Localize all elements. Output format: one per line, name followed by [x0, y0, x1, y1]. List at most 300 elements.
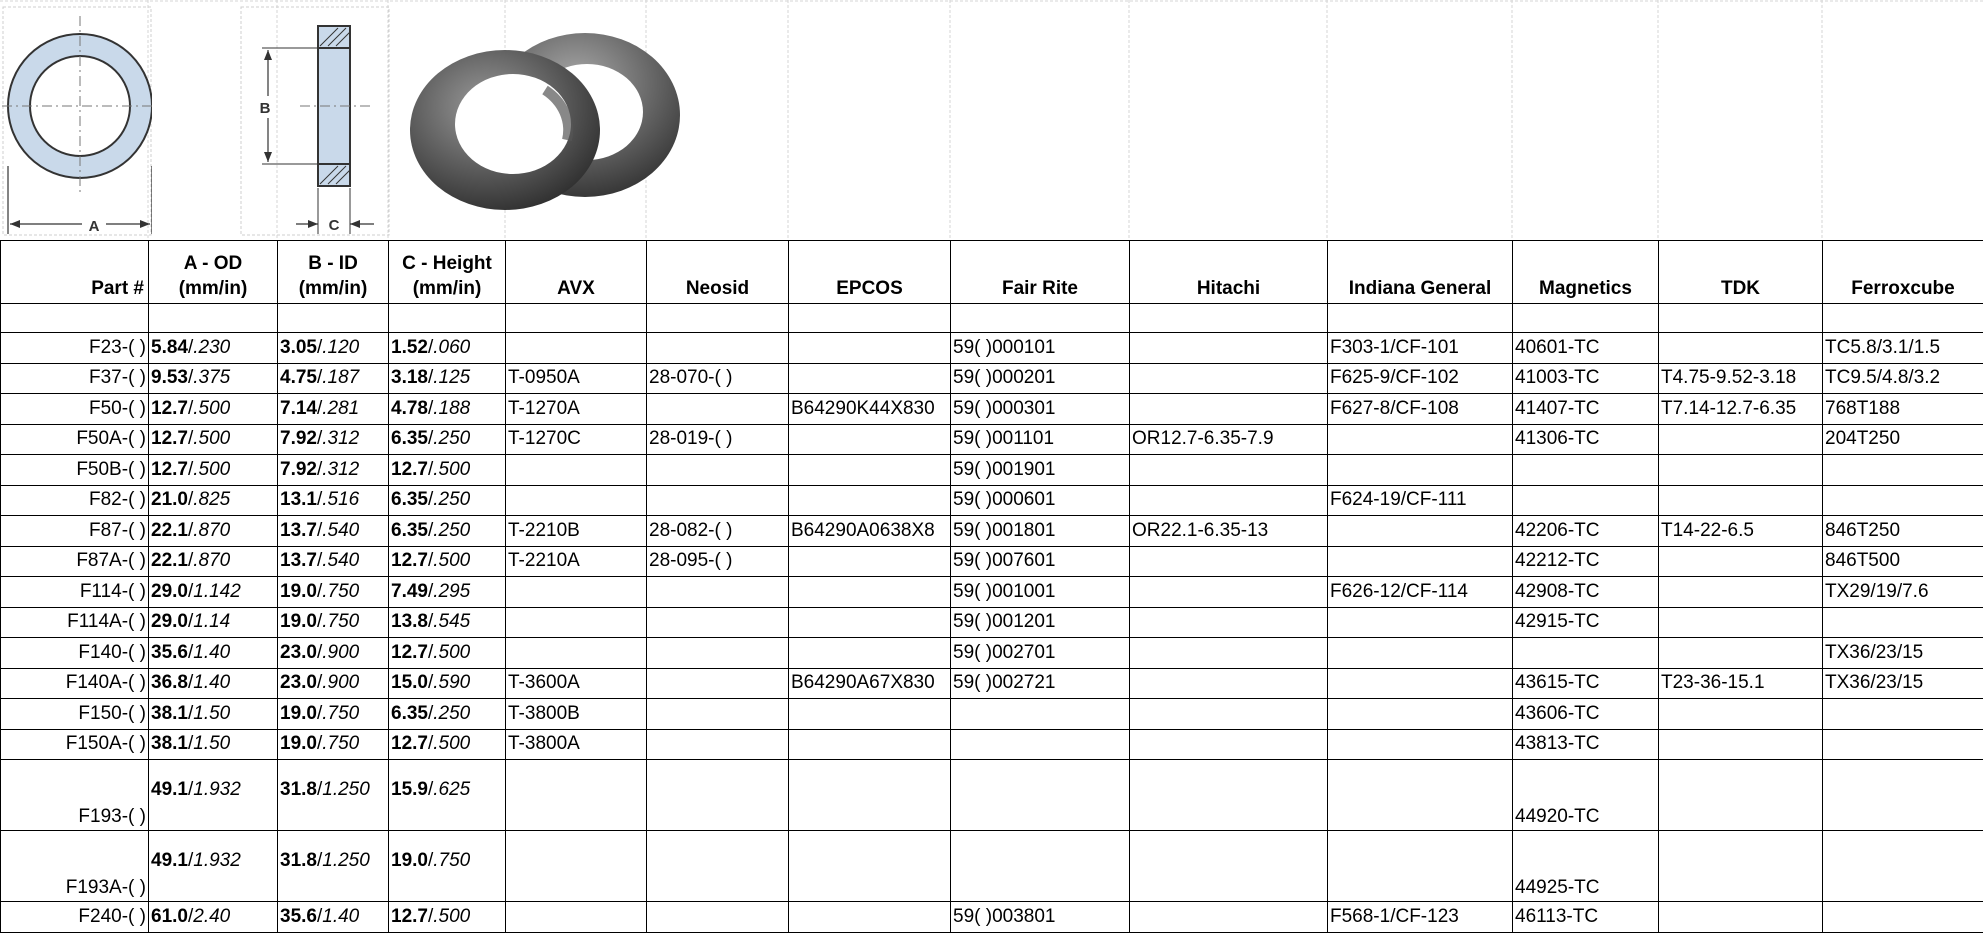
- height-cell: [389, 485, 506, 516]
- od-mm-value: 29.0: [151, 611, 188, 632]
- table-row: [1, 516, 1983, 547]
- unit-separator: /: [317, 733, 322, 754]
- hitachi-part-cell: [1130, 902, 1328, 933]
- table-row: [1, 455, 1983, 486]
- id-mm-value: 19.0: [280, 733, 317, 754]
- unit-separator: /: [428, 520, 433, 541]
- tdk-part-cell: [1659, 333, 1823, 364]
- od-mm-value: 49.1: [151, 779, 188, 800]
- unit-separator: /: [188, 367, 193, 388]
- table-row: [1, 668, 1983, 699]
- fairrite-part-cell: 59( )002701: [951, 638, 1130, 669]
- epcos-part-cell: [789, 546, 951, 577]
- fairrite-part-cell: 59( )000101: [951, 333, 1130, 364]
- unit-separator: /: [317, 459, 322, 480]
- column-header-tdk: TDK: [1659, 241, 1823, 304]
- ferroxcube-part-cell: 768T188: [1823, 394, 1983, 425]
- height-mm-value: 6.35: [391, 703, 428, 724]
- neosid-part-cell: 28-070-( ): [647, 363, 789, 394]
- dimension-b-label: B: [260, 100, 271, 117]
- indiana-part-cell: [1328, 546, 1513, 577]
- neosid-part-cell: [647, 831, 789, 902]
- height-cell: [389, 424, 506, 455]
- column-header-height: C - Height (mm/in): [389, 241, 506, 304]
- tdk-part-cell: [1659, 729, 1823, 760]
- od-mm-value: 61.0: [151, 906, 188, 927]
- column-header-indiana-general: Indiana General: [1328, 241, 1513, 304]
- hitachi-part-cell: [1130, 699, 1328, 730]
- column-header-neosid: Neosid: [647, 241, 789, 304]
- indiana-part-cell: [1328, 424, 1513, 455]
- fairrite-part-cell: 59( )000601: [951, 485, 1130, 516]
- column-header-ferroxcube: Ferroxcube: [1823, 241, 1983, 304]
- indiana-part-cell: F627-8/CF-108: [1328, 394, 1513, 425]
- indiana-part-cell: [1328, 638, 1513, 669]
- part-number-cell: F37-( ): [1, 363, 149, 394]
- id-in-value: 1.250: [322, 779, 370, 800]
- part-number-cell: F193-( ): [1, 760, 149, 831]
- tdk-part-cell: [1659, 424, 1823, 455]
- tdk-part-cell: [1659, 485, 1823, 516]
- od-mm-value: 38.1: [151, 733, 188, 754]
- tdk-part-cell: [1659, 638, 1823, 669]
- epcos-part-cell: [789, 638, 951, 669]
- height-mm-value: 12.7: [391, 550, 428, 571]
- od-in-value: 1.142: [193, 581, 241, 602]
- ferroxcube-part-cell: [1823, 607, 1983, 638]
- tdk-part-cell: [1659, 902, 1823, 933]
- table-row: [1, 333, 1983, 364]
- height-mm-value: 6.35: [391, 489, 428, 510]
- unit-separator: /: [317, 906, 322, 927]
- id-in-value: .120: [322, 337, 359, 358]
- id-mm-value: 23.0: [280, 672, 317, 693]
- column-header-magnetics: Magnetics: [1513, 241, 1659, 304]
- od-in-value: .870: [193, 550, 230, 571]
- tdk-part-cell: [1659, 577, 1823, 608]
- neosid-part-cell: [647, 699, 789, 730]
- unit-separator: /: [317, 581, 322, 602]
- part-number-cell: F193A-( ): [1, 831, 149, 902]
- column-header-fair-rite: Fair Rite: [951, 241, 1130, 304]
- epcos-part-cell: B64290A0638X8: [789, 516, 951, 547]
- height-mm-value: 12.7: [391, 906, 428, 927]
- height-cell: [389, 455, 506, 486]
- unit-separator: /: [428, 779, 433, 800]
- hitachi-part-cell: [1130, 729, 1328, 760]
- fairrite-part-cell: 59( )007601: [951, 546, 1130, 577]
- od-cell: [149, 485, 278, 516]
- od-mm-value: 22.1: [151, 520, 188, 541]
- height-mm-value: 12.7: [391, 459, 428, 480]
- ferroxcube-part-cell: [1823, 831, 1983, 902]
- id-mm-value: 19.0: [280, 703, 317, 724]
- od-in-value: 1.40: [193, 672, 230, 693]
- unit-separator: /: [317, 779, 322, 800]
- unit-separator: /: [188, 850, 193, 871]
- height-mm-value: 7.49: [391, 581, 428, 602]
- column-header-part: Part #: [1, 241, 149, 304]
- id-cell: [278, 902, 389, 933]
- id-mm-value: 23.0: [280, 642, 317, 663]
- id-mm-value: 7.92: [280, 459, 317, 480]
- part-number-cell: F50B-( ): [1, 455, 149, 486]
- neosid-part-cell: [647, 485, 789, 516]
- height-in-value: .500: [433, 642, 470, 663]
- ferroxcube-part-cell: [1823, 729, 1983, 760]
- height-mm-value: 12.7: [391, 642, 428, 663]
- id-cell: [278, 760, 389, 831]
- id-in-value: .281: [322, 398, 359, 419]
- toroid-cross-reference-table: [0, 240, 1983, 933]
- unit-separator: /: [188, 337, 193, 358]
- unit-separator: /: [428, 337, 433, 358]
- id-in-value: .187: [322, 367, 359, 388]
- magnetics-part-cell: 40601-TC: [1513, 333, 1659, 364]
- unit-separator: /: [317, 611, 322, 632]
- od-in-value: 1.14: [193, 611, 230, 632]
- magnetics-part-cell: [1513, 638, 1659, 669]
- blank-row: [1, 304, 1983, 333]
- height-cell: [389, 516, 506, 547]
- unit-separator: /: [188, 906, 193, 927]
- od-in-value: .870: [193, 520, 230, 541]
- avx-part-cell: T-1270C: [506, 424, 647, 455]
- table-row: [1, 760, 1983, 831]
- fairrite-part-cell: 59( )002721: [951, 668, 1130, 699]
- od-mm-value: 12.7: [151, 428, 188, 449]
- id-in-value: .312: [322, 428, 359, 449]
- indiana-part-cell: F626-12/CF-114: [1328, 577, 1513, 608]
- avx-part-cell: [506, 577, 647, 608]
- id-mm-value: 7.14: [280, 398, 317, 419]
- od-cell: [149, 546, 278, 577]
- id-in-value: .750: [322, 733, 359, 754]
- height-in-value: .060: [433, 337, 470, 358]
- od-in-value: 2.40: [193, 906, 230, 927]
- avx-part-cell: [506, 760, 647, 831]
- tdk-part-cell: [1659, 546, 1823, 577]
- id-mm-value: 35.6: [280, 906, 317, 927]
- od-in-value: 1.40: [193, 642, 230, 663]
- od-cell: [149, 729, 278, 760]
- height-in-value: .250: [433, 428, 470, 449]
- height-cell: [389, 902, 506, 933]
- indiana-part-cell: F625-9/CF-102: [1328, 363, 1513, 394]
- od-mm-value: 12.7: [151, 398, 188, 419]
- avx-part-cell: T-2210A: [506, 546, 647, 577]
- neosid-part-cell: [647, 729, 789, 760]
- height-mm-value: 4.78: [391, 398, 428, 419]
- hitachi-part-cell: [1130, 363, 1328, 394]
- magnetics-part-cell: 44920-TC: [1513, 760, 1659, 831]
- height-cell: [389, 668, 506, 699]
- epcos-part-cell: [789, 760, 951, 831]
- height-in-value: .295: [433, 581, 470, 602]
- magnetics-part-cell: [1513, 455, 1659, 486]
- id-in-value: .750: [322, 581, 359, 602]
- epcos-part-cell: [789, 363, 951, 394]
- indiana-part-cell: [1328, 760, 1513, 831]
- id-cell: [278, 699, 389, 730]
- unit-separator: /: [428, 672, 433, 693]
- id-mm-value: 3.05: [280, 337, 317, 358]
- hitachi-part-cell: [1130, 760, 1328, 831]
- tdk-part-cell: [1659, 699, 1823, 730]
- avx-part-cell: T-0950A: [506, 363, 647, 394]
- od-cell: [149, 668, 278, 699]
- unit-separator: /: [428, 611, 433, 632]
- unit-separator: /: [428, 459, 433, 480]
- ferroxcube-part-cell: [1823, 455, 1983, 486]
- od-cell: [149, 607, 278, 638]
- id-in-value: .900: [322, 672, 359, 693]
- od-mm-value: 9.53: [151, 367, 188, 388]
- height-cell: [389, 638, 506, 669]
- avx-part-cell: T-2210B: [506, 516, 647, 547]
- unit-separator: /: [428, 850, 433, 871]
- unit-separator: /: [188, 703, 193, 724]
- magnetics-part-cell: 42915-TC: [1513, 607, 1659, 638]
- id-cell: [278, 607, 389, 638]
- toroid-photo: [405, 20, 685, 220]
- ferroxcube-part-cell: TX36/23/15: [1823, 668, 1983, 699]
- unit-separator: /: [188, 398, 193, 419]
- epcos-part-cell: [789, 902, 951, 933]
- unit-separator: /: [188, 779, 193, 800]
- height-in-value: .250: [433, 489, 470, 510]
- unit-separator: /: [188, 520, 193, 541]
- part-number-cell: F114A-( ): [1, 607, 149, 638]
- part-number-cell: F82-( ): [1, 485, 149, 516]
- unit-separator: /: [188, 459, 193, 480]
- table-row: [1, 546, 1983, 577]
- ferroxcube-part-cell: [1823, 699, 1983, 730]
- height-in-value: .545: [433, 611, 470, 632]
- table-row: [1, 577, 1983, 608]
- id-cell: [278, 485, 389, 516]
- epcos-part-cell: [789, 333, 951, 364]
- fairrite-part-cell: [951, 831, 1130, 902]
- avx-part-cell: T-3800B: [506, 699, 647, 730]
- table-row: [1, 607, 1983, 638]
- od-mm-value: 5.84: [151, 337, 188, 358]
- unit-separator: /: [188, 642, 193, 663]
- fairrite-part-cell: 59( )000301: [951, 394, 1130, 425]
- height-cell: [389, 577, 506, 608]
- unit-separator: /: [317, 703, 322, 724]
- neosid-part-cell: 28-082-( ): [647, 516, 789, 547]
- magnetics-part-cell: [1513, 485, 1659, 516]
- height-mm-value: 19.0: [391, 850, 428, 871]
- id-cell: [278, 516, 389, 547]
- id-in-value: 1.40: [322, 906, 359, 927]
- neosid-part-cell: [647, 577, 789, 608]
- id-cell: [278, 455, 389, 486]
- neosid-part-cell: 28-019-( ): [647, 424, 789, 455]
- hitachi-part-cell: [1130, 333, 1328, 364]
- table-row: [1, 485, 1983, 516]
- od-in-value: 1.932: [193, 850, 241, 871]
- id-mm-value: 31.8: [280, 850, 317, 871]
- id-in-value: .516: [322, 489, 359, 510]
- neosid-part-cell: [647, 607, 789, 638]
- column-header-epcos: EPCOS: [789, 241, 951, 304]
- ferroxcube-part-cell: [1823, 902, 1983, 933]
- height-cell: [389, 607, 506, 638]
- indiana-part-cell: [1328, 699, 1513, 730]
- hitachi-part-cell: [1130, 607, 1328, 638]
- avx-part-cell: [506, 455, 647, 486]
- hitachi-part-cell: [1130, 577, 1328, 608]
- unit-separator: /: [428, 550, 433, 571]
- tdk-part-cell: T14-22-6.5: [1659, 516, 1823, 547]
- unit-separator: /: [317, 398, 322, 419]
- od-cell: [149, 902, 278, 933]
- od-in-value: .375: [193, 367, 230, 388]
- id-mm-value: 19.0: [280, 611, 317, 632]
- height-in-value: .250: [433, 520, 470, 541]
- magnetics-part-cell: 42206-TC: [1513, 516, 1659, 547]
- column-header-id: B - ID (mm/in): [278, 241, 389, 304]
- epcos-part-cell: [789, 577, 951, 608]
- magnetics-part-cell: 42908-TC: [1513, 577, 1659, 608]
- header-row: [1, 241, 1983, 304]
- unit-separator: /: [188, 611, 193, 632]
- magnetics-part-cell: 41407-TC: [1513, 394, 1659, 425]
- od-cell: [149, 577, 278, 608]
- neosid-part-cell: [647, 668, 789, 699]
- part-number-cell: F87A-( ): [1, 546, 149, 577]
- toroid-figures: [0, 0, 700, 240]
- id-mm-value: 7.92: [280, 428, 317, 449]
- epcos-part-cell: [789, 831, 951, 902]
- od-mm-value: 29.0: [151, 581, 188, 602]
- height-cell: [389, 546, 506, 577]
- height-cell: [389, 760, 506, 831]
- indiana-part-cell: [1328, 831, 1513, 902]
- hitachi-part-cell: [1130, 394, 1328, 425]
- id-cell: [278, 577, 389, 608]
- avx-part-cell: [506, 638, 647, 669]
- id-in-value: .900: [322, 642, 359, 663]
- unit-separator: /: [317, 850, 322, 871]
- height-mm-value: 15.0: [391, 672, 428, 693]
- indiana-part-cell: F568-1/CF-123: [1328, 902, 1513, 933]
- fairrite-part-cell: 59( )003801: [951, 902, 1130, 933]
- od-mm-value: 36.8: [151, 672, 188, 693]
- fairrite-part-cell: 59( )000201: [951, 363, 1130, 394]
- part-number-cell: F50-( ): [1, 394, 149, 425]
- hitachi-part-cell: [1130, 638, 1328, 669]
- hitachi-part-cell: [1130, 455, 1328, 486]
- unit-separator: /: [317, 550, 322, 571]
- height-in-value: .500: [433, 550, 470, 571]
- fairrite-part-cell: [951, 699, 1130, 730]
- table-row: [1, 729, 1983, 760]
- epcos-part-cell: [789, 699, 951, 730]
- id-cell: [278, 333, 389, 364]
- height-cell: [389, 394, 506, 425]
- unit-separator: /: [317, 428, 322, 449]
- unit-separator: /: [188, 550, 193, 571]
- avx-part-cell: [506, 485, 647, 516]
- part-number-cell: F150-( ): [1, 699, 149, 730]
- magnetics-part-cell: 42212-TC: [1513, 546, 1659, 577]
- table-body: [1, 304, 1983, 933]
- od-in-value: .500: [193, 398, 230, 419]
- column-header-avx: AVX: [506, 241, 647, 304]
- indiana-part-cell: F303-1/CF-101: [1328, 333, 1513, 364]
- od-mm-value: 21.0: [151, 489, 188, 510]
- unit-separator: /: [428, 733, 433, 754]
- unit-separator: /: [317, 520, 322, 541]
- tdk-part-cell: T23-36-15.1: [1659, 668, 1823, 699]
- unit-separator: /: [317, 672, 322, 693]
- od-in-value: .500: [193, 459, 230, 480]
- magnetics-part-cell: 41306-TC: [1513, 424, 1659, 455]
- table-row: [1, 902, 1983, 933]
- avx-part-cell: [506, 607, 647, 638]
- neosid-part-cell: [647, 638, 789, 669]
- id-cell: [278, 424, 389, 455]
- id-cell: [278, 729, 389, 760]
- epcos-part-cell: [789, 455, 951, 486]
- height-in-value: .590: [433, 672, 470, 693]
- id-in-value: .540: [322, 520, 359, 541]
- od-cell: [149, 424, 278, 455]
- part-number-cell: F140-( ): [1, 638, 149, 669]
- table-row: [1, 831, 1983, 902]
- fairrite-part-cell: 59( )001801: [951, 516, 1130, 547]
- epcos-part-cell: [789, 607, 951, 638]
- id-in-value: 1.250: [322, 850, 370, 871]
- height-in-value: .625: [433, 779, 470, 800]
- column-header-hitachi: Hitachi: [1130, 241, 1328, 304]
- od-cell: [149, 394, 278, 425]
- hitachi-part-cell: OR22.1-6.35-13: [1130, 516, 1328, 547]
- magnetics-part-cell: 43813-TC: [1513, 729, 1659, 760]
- avx-part-cell: T-3600A: [506, 668, 647, 699]
- od-in-value: .825: [193, 489, 230, 510]
- od-mm-value: 49.1: [151, 850, 188, 871]
- tdk-part-cell: [1659, 607, 1823, 638]
- unit-separator: /: [188, 733, 193, 754]
- neosid-part-cell: [647, 333, 789, 364]
- magnetics-part-cell: 44925-TC: [1513, 831, 1659, 902]
- table-row: [1, 363, 1983, 394]
- ferroxcube-part-cell: 204T250: [1823, 424, 1983, 455]
- epcos-part-cell: [789, 485, 951, 516]
- height-cell: [389, 699, 506, 730]
- od-cell: [149, 638, 278, 669]
- id-cell: [278, 363, 389, 394]
- fairrite-part-cell: 59( )001901: [951, 455, 1130, 486]
- toroid-side-view-diagram: [240, 6, 390, 236]
- dimension-c-label: C: [329, 217, 340, 234]
- hitachi-part-cell: [1130, 485, 1328, 516]
- od-mm-value: 38.1: [151, 703, 188, 724]
- unit-separator: /: [188, 428, 193, 449]
- magnetics-part-cell: 43606-TC: [1513, 699, 1659, 730]
- avx-part-cell: T-3800A: [506, 729, 647, 760]
- tdk-part-cell: T4.75-9.52-3.18: [1659, 363, 1823, 394]
- magnetics-part-cell: 43615-TC: [1513, 668, 1659, 699]
- epcos-part-cell: B64290A67X830: [789, 668, 951, 699]
- part-number-cell: F150A-( ): [1, 729, 149, 760]
- unit-separator: /: [428, 703, 433, 724]
- avx-part-cell: T-1270A: [506, 394, 647, 425]
